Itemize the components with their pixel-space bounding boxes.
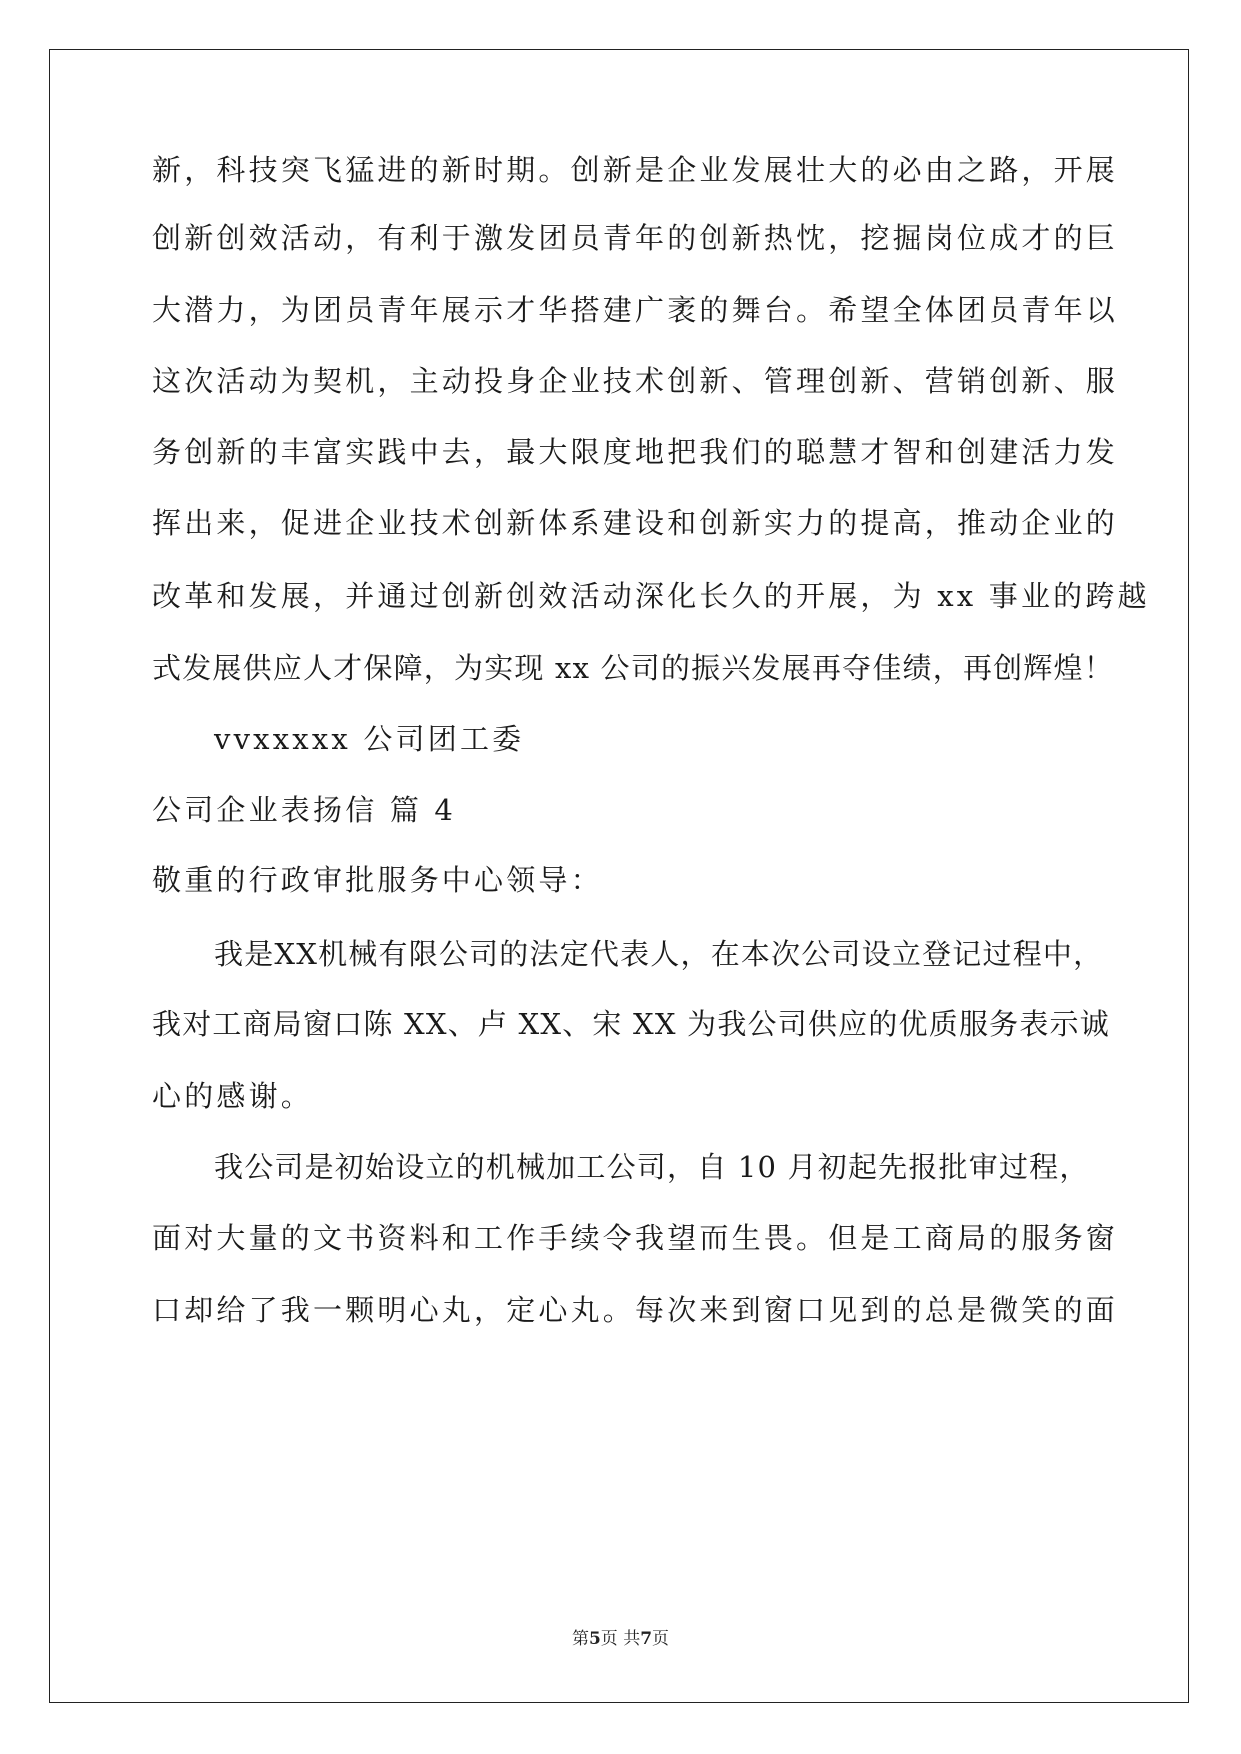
- paragraph-line: 我公司是初始设立的机械加工公司，自 10 月初起先报批审过程，: [214, 1150, 1090, 1184]
- paragraph-line: 这次活动为契机，主动投身企业技术创新、管理创新、营销创新、服: [152, 364, 1119, 398]
- paragraph-line: 改革和发展，并通过创新创效活动深化长久的开展，为 xx 事业的跨越: [152, 579, 1150, 613]
- footer-total-pages: 7: [640, 1629, 653, 1649]
- paragraph-line: 新，科技突飞猛进的新时期。创新是企业发展壮大的必由之路，开展: [152, 153, 1119, 187]
- paragraph-line: 我是XX机械有限公司的法定代表人，在本次公司设立登记过程中，: [214, 937, 1104, 971]
- paragraph-line: 大潜力，为团员青年展示才华搭建广袤的舞台。希望全体团员青年以: [152, 293, 1119, 327]
- paragraph-line: 口却给了我一颗明心丸，定心丸。每次来到窗口见到的总是微笑的面: [152, 1293, 1119, 1327]
- paragraph-line: 我对工商局窗口陈 XX、卢 XX、宋 XX 为我公司供应的优质服务表示诚: [152, 1007, 1110, 1041]
- footer-mid: 页 共: [600, 1629, 641, 1649]
- footer-prefix: 第: [571, 1629, 589, 1649]
- paragraph-line: 心的感谢。: [152, 1079, 314, 1113]
- salutation: 敬重的行政审批服务中心领导：: [152, 863, 603, 897]
- paragraph-line: 式发展供应人才保障，为实现 xx 公司的振兴发展再夺佳绩，再创辉煌！: [152, 651, 1114, 685]
- paragraph-line: 挥出来，促进企业技术创新体系建设和创新实力的提高，推动企业的: [152, 506, 1119, 540]
- signature-line: vvxxxxx 公司团工委: [214, 722, 525, 756]
- footer-page-number: 5: [588, 1629, 601, 1649]
- page-footer: [0, 1628, 1241, 1650]
- section-heading: 公司企业表扬信 篇 4: [152, 793, 457, 827]
- footer-suffix: 页: [652, 1629, 670, 1649]
- paragraph-line: 创新创效活动，有利于激发团员青年的创新热忱，挖掘岗位成才的巨: [152, 221, 1119, 255]
- paragraph-line: 面对大量的文书资料和工作手续令我望而生畏。但是工商局的服务窗: [152, 1221, 1119, 1255]
- paragraph-line: 务创新的丰富实践中去，最大限度地把我们的聪慧才智和创建活力发: [152, 435, 1119, 469]
